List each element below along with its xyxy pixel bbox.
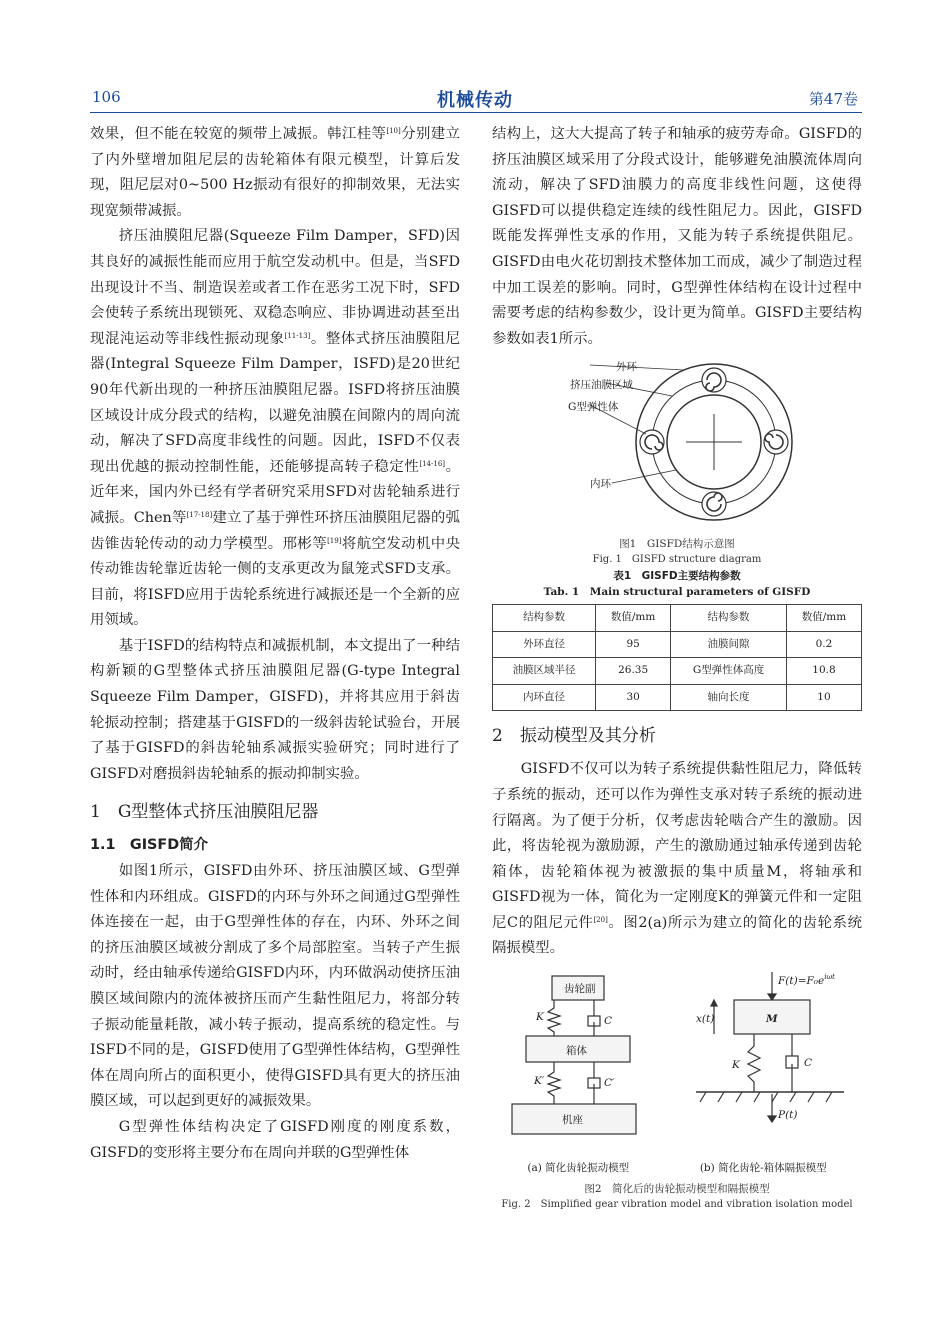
gisfd-structure-diagram	[492, 358, 862, 526]
table-cell: 内环直径	[493, 684, 596, 711]
table-row	[493, 684, 862, 711]
subfigure-captions	[492, 1156, 862, 1182]
subcaption-a: (a) 简化齿轮振动模型	[527, 1161, 630, 1174]
table-cell: G型弹性体高度	[671, 658, 787, 685]
figure-caption-en: Fig. 1 GISFD structure diagram	[592, 553, 762, 565]
label-force: $F(t)=F_0e^{i\omega t}$	[778, 973, 835, 988]
label-k: K	[536, 1011, 544, 1024]
table-cell: 油膜区域半径	[493, 658, 596, 685]
parameters-table	[492, 604, 862, 711]
table-cell: 外环直径	[493, 631, 596, 658]
table-header: 数值/mm	[786, 604, 861, 631]
table-header: 数值/mm	[596, 604, 671, 631]
figure-caption-cn: 图2 简化后的齿轮振动模型和隔振模型	[584, 1183, 770, 1196]
figure-caption-cn: 图1 GISFD结构示意图	[619, 537, 735, 550]
label-c-b: C	[804, 1057, 813, 1070]
g-elastic-body-top	[702, 368, 726, 392]
left-column	[90, 122, 460, 1166]
g-elastic-body-left	[640, 430, 664, 454]
table-cell: 26.35	[596, 658, 671, 685]
paragraph: 结构上，这大大提高了转子和轴承的疲劳寿命。GISFD的挤压油膜区域采用了分段式设计，能够避免油膜流体周向流动，解决了SFD油膜力的高度非线性问题，这使得GISFD可以提供稳定连续的线性阻尼力。因此，GISFD既能发挥弹性支承的作用，又能为转子系统提供阻尼。GISFD由电火花切割技术整体加工而成，减少了制造过程中加工误差的影响。同时，G型弹性体结构在设计过程中需要考虑的结构参数少，设计更为简单。GISFD主要结构参数如表1所示。	[492, 126, 862, 347]
subcaption-b: (b) 简化齿轮-箱体隔振模型	[699, 1161, 827, 1174]
vibration-model-diagram	[492, 972, 862, 1144]
label-transmitted-force: P(t)	[778, 1109, 798, 1122]
label-displacement: x(t)	[696, 1013, 715, 1026]
paragraph: G型弹性体结构决定了GISFD刚度的刚度系数，GISFD的变形将主要分布在周向并联的G型弹性体	[90, 1118, 460, 1161]
figure-caption-en: Fig. 2 Simplified gear vibration model and vibration isolation model	[501, 1199, 853, 1211]
label-g-body: G型弹性体	[568, 401, 619, 414]
label-gear-pair: 齿轮副	[564, 983, 596, 996]
journal-title: 机械传动	[437, 90, 513, 111]
paragraph: GISFD不仅可以为转子系统提供黏性阻尼力，降低转子系统的振动，还可以作为弹性支承对转子系统的振动进行隔离。为了便于分析，仅考虑齿轮啮合产生的激励。因此，将齿轮视为激励源，产生的激励通过轴承传递到齿轮箱体，齿轮箱体视为被激振的集中质量M，将轴承和GISFD视为一体，简化为一定刚度K的弹簧元件和一定阻尼C的阻尼元件[20]。图2(a)所示为建立的简化的齿轮系统隔振模型。	[492, 761, 863, 957]
label-inner-ring: 内环	[590, 478, 611, 491]
section-heading: 2 振动模型及其分析	[492, 726, 656, 747]
table-cell: 0.2	[786, 631, 861, 658]
page-number: 106	[92, 88, 121, 106]
paragraph: 如图1所示，GISFD由外环、挤压油膜区域、G型弹性体和内环组成。GISFD的内环与外环之间通过G型弹性体连接在一起，由于G型弹性体的存在，内环、外环之间的挤压油膜区域被分割成了多个局部腔室。当转子产生振动时，经由轴承传递给GISFD内环，内环做涡动使挤压油膜区域间隙内的流体被挤压而产生黏性阻尼力，将部分转子振动能量耗散，减小转子振动，提高系统的稳定性。与ISFD不同的是，GISFD使用了G型弹性体结构，G型弹性体在周向所占的面积更小，使得GISFD具有更大的挤压油膜区域，可以起到更好的减振效果。	[90, 863, 460, 1110]
table-header: 结构参数	[671, 604, 787, 631]
paragraph: 基于ISFD的结构特点和减振机制，本文提出了一种结构新颖的G型整体式挤压油膜阻尼器(G-type Integral Squeeze Film Damper，GISFD)，并将其应用于斜齿轮振动控制；搭建基于GISFD的一级斜齿轮试验台，开展了基于GISFD的斜齿轮轴系减振实验研究；同时进行了GISFD对磨损斜齿轮轴系的振动抑制实验。	[90, 637, 460, 782]
label-outer-ring: 外环	[616, 361, 637, 374]
label-base: 机座	[562, 1114, 583, 1127]
right-column	[492, 122, 862, 1213]
subsection-heading: 1.1 GISFD简介	[90, 837, 208, 854]
table-header: 结构参数	[493, 604, 596, 631]
table-cell: 30	[596, 684, 671, 711]
label-c-prime: C′	[604, 1077, 615, 1090]
table-cell: 10.8	[786, 658, 861, 685]
g-elastic-body-right	[764, 430, 788, 454]
table-row	[493, 658, 862, 685]
table-cell: 油膜间隙	[671, 631, 787, 658]
volume-number: 第47卷	[808, 90, 858, 108]
table-caption-cn: 表1 GISFD主要结构参数	[613, 569, 741, 582]
paragraph: 挤压油膜阻尼器(Squeeze Film Damper，SFD)因其良好的减振性能而应用于航空发动机中。但是，当SFD出现设计不当、制造误差或者工作在恶劣工况下时，SFD会使转子系统出现锁死、双稳态响应、非协调进动甚至出现混沌运动等非线性振动现象[11-13]。整体式挤压油膜阻尼器(Integral Squeeze Film Damper，ISFD)是20世纪90年代新出现的一种挤压油膜阻尼器。ISFD将挤压油膜区域设计成分段式的结构，以避免油膜在间隙内的周向流动，解决了SFD高度非线性的问题。因此，ISFD不仅表现出优越的振动控制性能，还能够提高转子稳定性[14-16]。近年来，国内外已经有学者研究采用SFD对齿轮轴系进行减振。Chen等[17-18]建立了基于弹性环挤压油膜阻尼器的弧齿锥齿轮传动的动力学模型。邢彬等[19]将航空发动机中央传动锥齿轮靠近齿轮一侧的支承更改为鼠笼式SFD支承。目前，将ISFD应用于齿轮系统进行减振还是一个全新的应用领域。	[90, 228, 460, 629]
figure-2	[492, 972, 862, 1213]
g-elastic-body-bottom	[702, 492, 726, 516]
label-k-prime: K′	[534, 1075, 545, 1088]
table-cell: 10	[786, 684, 861, 711]
label-mass: M	[766, 1013, 778, 1026]
label-film-region: 挤压油膜区域	[570, 379, 633, 392]
table-caption-en: Tab. 1 Main structural parameters of GISFD	[543, 585, 811, 598]
table-cell: 95	[596, 631, 671, 658]
table-cell: 轴向长度	[671, 684, 787, 711]
label-c: C	[604, 1015, 613, 1028]
table-row	[493, 631, 862, 658]
section-heading: 1 G型整体式挤压油膜阻尼器	[90, 802, 319, 823]
label-k-b: K	[732, 1059, 740, 1072]
figure-1	[492, 358, 862, 568]
header-rule	[90, 112, 862, 113]
table-1	[492, 568, 862, 711]
paragraph: 效果，但不能在较宽的频带上减振。韩江桂等[10]分别建立了内外壁增加阻尼层的齿轮箱体有限元模型，计算后发现，阻尼层对0~500 Hz振动有很好的抑制效果，无法实现宽频带减振。	[90, 126, 460, 219]
label-gearbox: 箱体	[566, 1045, 587, 1058]
